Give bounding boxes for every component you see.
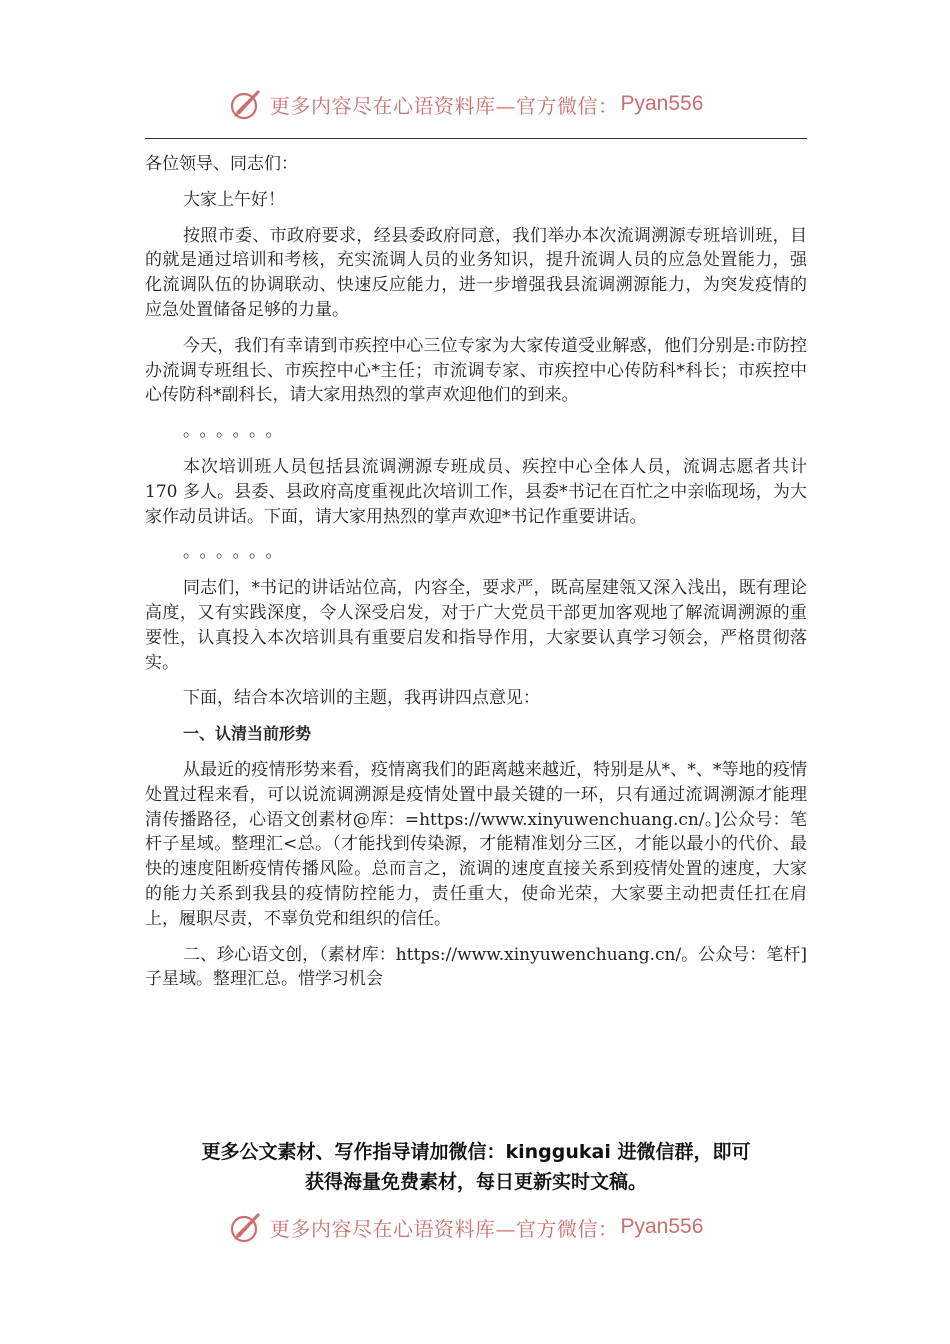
footer-brand-id: Pyan556 <box>620 1215 704 1238</box>
quill-logo-icon <box>228 86 264 122</box>
ellipsis-1: 。。。。。。 <box>183 421 291 442</box>
greeting: 大家上午好！ <box>183 189 285 210</box>
quill-logo-icon <box>228 1209 264 1245</box>
paragraph-7: 二、珍心语文创，（素材库：https://www.xinyuwenchuang.cn/。公众号：笔杆]子星域。整理汇总。惜学习机会 <box>145 944 807 990</box>
paragraph-4: 同志们，*书记的讲话站位高，内容全，要求严，既高屋建瓴又深入浅出，既有理论高度，又有实践深度，令人深受启发，对于广大党员干部更加客观地了解流调溯源的重要性，认真投入本次培训具有重要启发和指导作用，大家要认真学习领会，严格贯彻落实。 <box>145 578 807 673</box>
footer-brand-text: 更多内容尽在心语资料库—官方微信： <box>270 1216 619 1241</box>
paragraph-6: 从最近的疫情形势来看，疫情离我们的距离越来越近，特别是从*、*、*等地的疫情处置过程来看，可以说流调溯源是疫情处置中最关键的一环，只有通过流调溯源才能理清传播路径，心语文创素材@库：=https://www.xinyuwenchuang.cn/。]公众号：笔杆子星域。整理汇<总。（才能找到传染源，才能精准划分三区，才能以最小的代价、最快的速度阻断疫情传播风险。总而言之，流调的速度直接关系到疫情处置的速度，大家的能力关系到我县的疫情防控能力，责任重大，使命光荣，大家要主动把责任扛在肩上，履职尽责，不辜负党和组织的信任。 <box>145 759 807 929</box>
paragraph-3: 本次培训班人员包括县流调溯源专班成员、疾控中心全体人员，流调志愿者共计 170 多人。县委、县政府高度重视此次培训工作，县委*书记在百忙之中亲临现场，为大家作动员讲话。下面，请大家用热烈的掌声欢迎*书记作重要讲话。 <box>145 456 807 527</box>
document-body <box>145 152 807 1003</box>
ellipsis-2: 。。。。。。 <box>183 542 291 563</box>
header-brand <box>228 84 703 124</box>
paragraph-5: 下面，结合本次培训的主题，我再讲四点意见： <box>183 688 540 709</box>
paragraph-2: 今天，我们有幸请到市疾控中心三位专家为大家传道受业解惑，他们分别是:市防控办流调专班组长、市疾控中心*主任；市流调专家、市疾控中心传防科*科长；市疾控中心传防科*副科长，请大家用热烈的掌声欢迎他们的到来。 <box>145 335 807 406</box>
header-brand-id: Pyan556 <box>620 92 704 115</box>
footer-brand <box>228 1207 703 1247</box>
paragraph-1: 按照市委、市政府要求，经县委政府同意，我们举办本次流调溯源专班培训班，目的就是通过培训和考核，充实流调人员的业务知识，提升流调人员的应急处置能力，强化流调队伍的协调联动、快速反应能力，进一步增强我县流调溯源能力，为突发疫情的应急处置储备足够的力量。 <box>145 225 807 320</box>
promo-block <box>140 1137 812 1197</box>
salutation: 各位领导、同志们： <box>145 154 298 174</box>
section-heading-1: 一、认清当前形势 <box>183 724 312 744</box>
promo-line-1: 更多公文素材、写作指导请加微信：kinggukai 进微信群，即可 <box>201 1141 751 1163</box>
promo-line-2: 获得海量免费素材，每日更新实时文稿。 <box>304 1171 647 1193</box>
header-brand-text: 更多内容尽在心语资料库—官方微信： <box>270 93 619 118</box>
header-divider <box>145 138 807 139</box>
